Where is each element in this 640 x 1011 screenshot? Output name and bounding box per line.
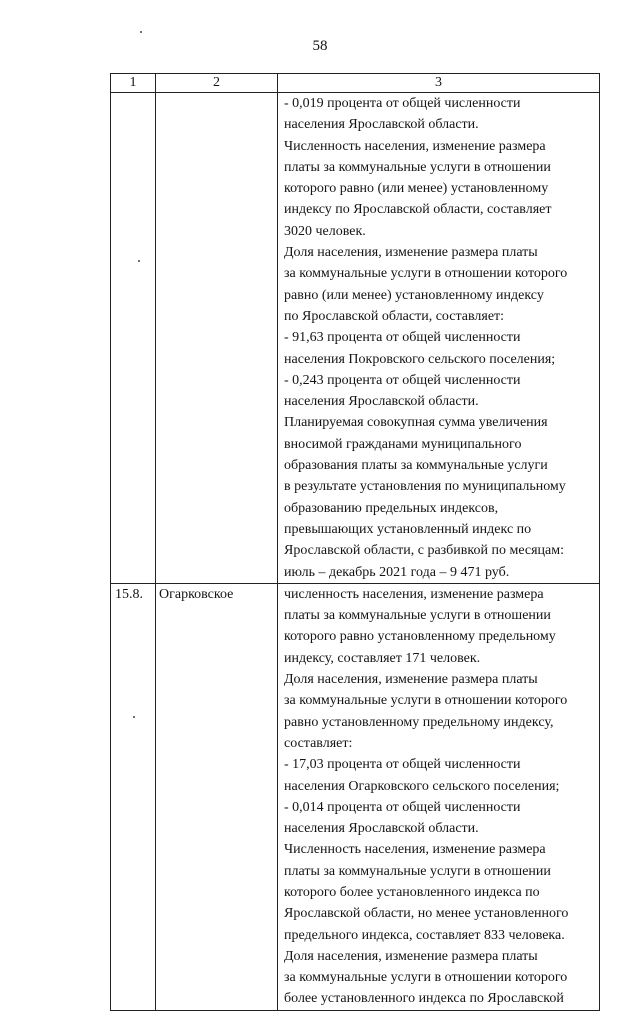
description-line: - 17,03 процента от общей численности [284, 757, 521, 773]
table-row [111, 93, 600, 584]
description-line: июль – декабрь 2021 года – 9 471 руб. [284, 564, 510, 580]
settlement-name: Огарковское [159, 586, 234, 602]
row-number-cell [111, 93, 156, 584]
description-line: Ярославской области, но менее установленного [284, 906, 569, 922]
description-line: за коммунальные услуги в отношении которого [284, 266, 568, 282]
description-line: Доля населения, изменение размера платы [284, 672, 538, 688]
description-line: 3020 человек. [284, 223, 366, 239]
column-header: 3 [278, 74, 600, 93]
description-line: - 0,243 процента от общей численности [284, 372, 521, 388]
description-line: предельного индекса, составляет 833 человека. [284, 927, 565, 943]
description-line: превышающих установленный индекс по [284, 521, 532, 537]
row-number-cell [111, 583, 156, 1010]
page-number: 58 [312, 38, 328, 54]
description-line: платы за коммунальные услуги в отношении [284, 608, 551, 624]
description-line: Численность населения, изменение размера [284, 842, 546, 858]
settlement-name-cell [156, 93, 278, 584]
data-table [110, 73, 600, 1011]
description-line: более установленного индекса по Ярославской [284, 991, 564, 1007]
scan-speck [140, 31, 142, 33]
description-line: индексу, составляет 171 человек. [284, 650, 481, 666]
description-line: Численность населения, изменение размера [284, 138, 546, 154]
description-line: за коммунальные услуги в отношении которого [284, 970, 568, 986]
description-line: численность населения, изменение размера [284, 586, 544, 602]
row-number: 15.8. [115, 586, 143, 602]
settlement-name [156, 93, 277, 95]
description-cell [278, 583, 600, 1010]
description-line: которого более установленного индекса по [284, 884, 540, 900]
description-line: которого равно установленному предельному [284, 629, 556, 645]
description-line: населения Ярославской области. [284, 117, 479, 133]
description-line: которого равно (или менее) установленному [284, 181, 549, 197]
table-row [111, 583, 600, 1010]
description-line: Ярославской области, с разбивкой по месяцам: [284, 543, 565, 559]
description-line: Доля населения, изменение размера платы [284, 245, 538, 261]
column-header: 1 [111, 74, 156, 93]
description-line: - 91,63 процента от общей численности [284, 330, 521, 346]
settlement-name-cell [156, 583, 278, 1010]
description-cell [278, 93, 600, 584]
description-line: населения Ярославской области. [284, 821, 479, 837]
description-line: платы за коммунальные услуги в отношении [284, 159, 551, 175]
description-line: равно (или менее) установленному индексу [284, 287, 544, 303]
description-line: образованию предельных индексов, [284, 500, 499, 516]
description-line: вносимой гражданами муниципального [284, 436, 522, 452]
description-line: индексу по Ярославской области, составляет [284, 202, 552, 218]
description-line: населения Покровского сельского поселения; [284, 351, 556, 367]
description-line: платы за коммунальные услуги в отношении [284, 863, 551, 879]
description-line: - 0,019 процента от общей численности [284, 96, 521, 111]
description-line: в результате установления по муниципальному [284, 479, 566, 495]
description-line: составляет: [284, 735, 353, 751]
description-line: населения Ярославской области. [284, 394, 479, 410]
description-line: населения Огарковского сельского поселения; [284, 778, 560, 794]
row-number [111, 93, 155, 95]
description-line: Доля населения, изменение размера платы [284, 948, 538, 964]
column-header: 2 [156, 74, 278, 93]
description-line: за коммунальные услуги в отношении которого [284, 693, 568, 709]
table-header-row [111, 74, 600, 93]
description-line: образования платы за коммунальные услуги [284, 458, 548, 474]
description-line: равно установленному предельному индексу, [284, 714, 554, 730]
description-line: по Ярославской области, составляет: [284, 308, 505, 324]
description-line: - 0,014 процента от общей численности [284, 799, 521, 815]
description-line: Планируемая совокупная сумма увеличения [284, 415, 548, 431]
